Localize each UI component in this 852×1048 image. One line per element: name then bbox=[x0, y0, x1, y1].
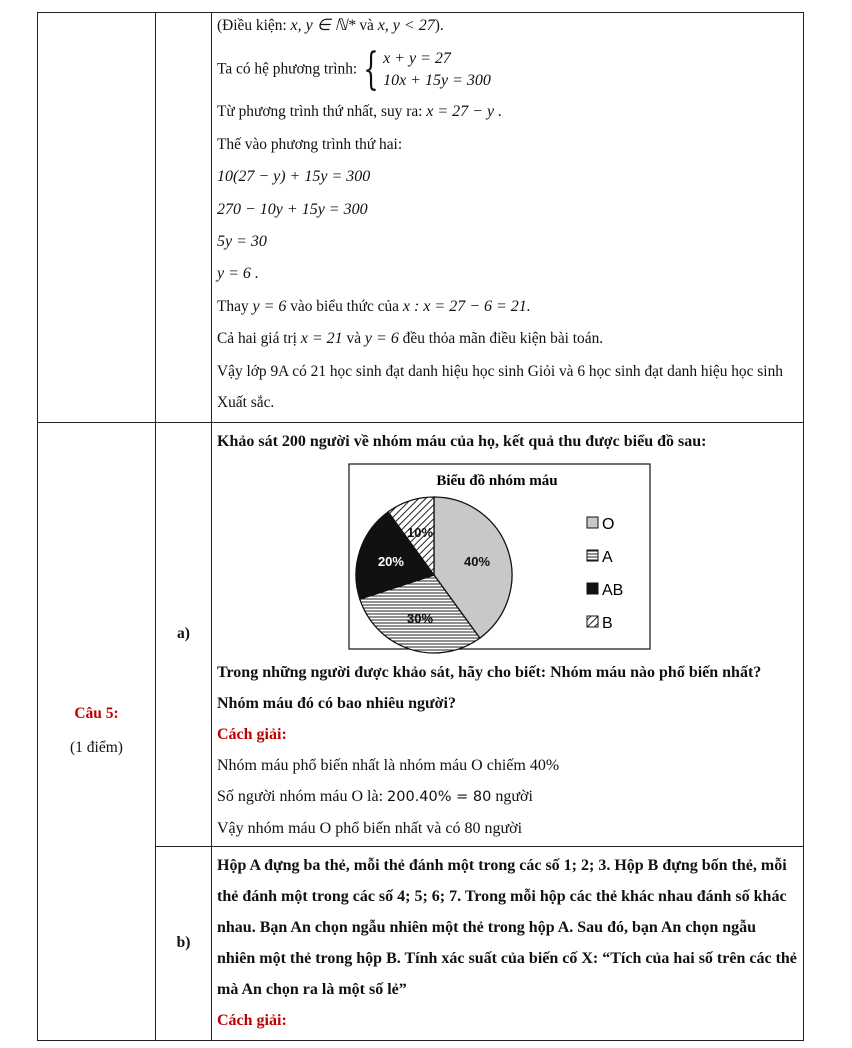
system-eq-1: x + y = 27 bbox=[383, 50, 451, 68]
equation-system bbox=[361, 44, 491, 96]
cell-part-b-content bbox=[212, 846, 804, 1040]
condition-expr: x, y ∈ ℕ* bbox=[290, 17, 356, 34]
part-a-solution-label: Cách giải: bbox=[217, 725, 287, 743]
brace-symbol: { bbox=[363, 44, 379, 96]
cell-solution-continuation bbox=[212, 13, 804, 423]
question-points: (1 điểm) bbox=[70, 739, 123, 757]
legend-item-b bbox=[587, 615, 613, 632]
part-a-solution-1: Nhóm máu phổ biến nhất là nhóm máu O chiếm 40% bbox=[217, 756, 560, 774]
legend-item-ab bbox=[587, 582, 623, 599]
step1-line: Từ phương trình thứ nhất, suy ra: x = 27 − y . bbox=[217, 103, 503, 121]
part-a-solution-2: Số người nhóm máu O là: 200.40% = 80 người bbox=[217, 787, 533, 805]
legend-swatch-b bbox=[587, 616, 598, 627]
cell-question-empty bbox=[38, 13, 156, 423]
legend-swatch-ab bbox=[587, 583, 598, 594]
cell-question-label bbox=[38, 422, 156, 1040]
legend-swatch-o bbox=[587, 517, 598, 528]
equation-2: 270 − 10y + 15y = 300 bbox=[217, 200, 368, 218]
part-a-label: a) bbox=[177, 625, 190, 643]
slice-label-ab: 20% bbox=[377, 553, 404, 569]
part-b-solution-label: Cách giải: bbox=[217, 1011, 287, 1029]
equation-4: y = 6 . bbox=[217, 265, 259, 283]
cell-part-empty bbox=[156, 13, 212, 423]
slice-label-o: 40% bbox=[464, 553, 491, 569]
legend-label-ab: AB bbox=[602, 581, 624, 599]
table-row-question-5a bbox=[38, 422, 804, 846]
pie-chart-area bbox=[217, 457, 797, 657]
part-a-question: Trong những người được khảo sát, hãy cho biết: Nhóm máu nào phổ biến nhất? Nhóm máu đó có bao nhiêu người? bbox=[217, 663, 762, 712]
question-label: Câu 5: bbox=[74, 705, 119, 723]
system-eq-2: 10x + 15y = 300 bbox=[383, 72, 491, 90]
substitution-line: Thay y = 6 vào biểu thức của x : x = 27 − 6 = 21. bbox=[217, 297, 531, 315]
slice-label-b: 10% bbox=[407, 524, 434, 540]
part-b-label: b) bbox=[176, 934, 191, 952]
system-line: Ta có hệ phương trình: { x + y = 27 10x + 15y = 300 bbox=[217, 44, 491, 96]
legend-item-o bbox=[587, 516, 614, 533]
equation-3: 5y = 30 bbox=[217, 232, 267, 250]
check-line: Cả hai giá trị x = 21 và y = 6 đều thỏa mãn điều kiện bài toán. bbox=[217, 330, 604, 348]
legend-label-b: B bbox=[602, 614, 613, 632]
cell-part-a-label bbox=[156, 422, 212, 846]
legend-swatch-a bbox=[587, 550, 598, 561]
chart-title: Biểu đồ nhóm máu bbox=[436, 472, 558, 489]
legend-label-a: A bbox=[602, 548, 613, 566]
equation-1: 10(27 − y) + 15y = 300 bbox=[217, 168, 371, 186]
pie-chart bbox=[212, 457, 804, 657]
legend-label-o: O bbox=[602, 515, 615, 533]
slice-label-a: 30% bbox=[407, 610, 434, 626]
solution-table bbox=[37, 12, 804, 1041]
part-a-intro: Khảo sát 200 người về nhóm máu của họ, kết quả thu được biểu đồ sau: bbox=[217, 432, 707, 450]
legend-item-a bbox=[587, 549, 613, 566]
part-a-solution-3: Vậy nhóm máu O phổ biến nhất và có 80 người bbox=[217, 819, 523, 837]
condition-expr2: x, y < 27 bbox=[377, 17, 435, 34]
cell-part-a-content bbox=[212, 422, 804, 846]
conclusion-text: Vậy lớp 9A có 21 học sinh đạt danh hiệu học sinh Giỏi và 6 học sinh đạt danh hiệu học sinh Xuất sắc. bbox=[217, 362, 783, 411]
condition-line: (Điều kiện: x, y ∈ ℕ* và x, y < 27). bbox=[217, 17, 444, 34]
cell-part-b-label bbox=[156, 846, 212, 1040]
part-b-problem: Hộp A đựng ba thẻ, mỗi thẻ đánh một trong các số 1; 2; 3. Hộp B đựng bốn thẻ, mỗi thẻ đánh một trong các số 4; 5; 6; 7. Trong mỗi hộp các thẻ khác nhau đánh số khác nhau. Bạn An chọn ngẫu nhiên một thẻ trong hộp A. Sau đó, bạn An chọn ngẫu nhiên một thẻ trong hộp B. Tính xác suất của biến cố X: “Tích của hai số trên các thẻ mà An chọn ra là một số lẻ” bbox=[217, 856, 797, 998]
table-row-continuation bbox=[38, 13, 804, 423]
step2-line: Thế vào phương trình thứ hai: bbox=[217, 135, 403, 153]
